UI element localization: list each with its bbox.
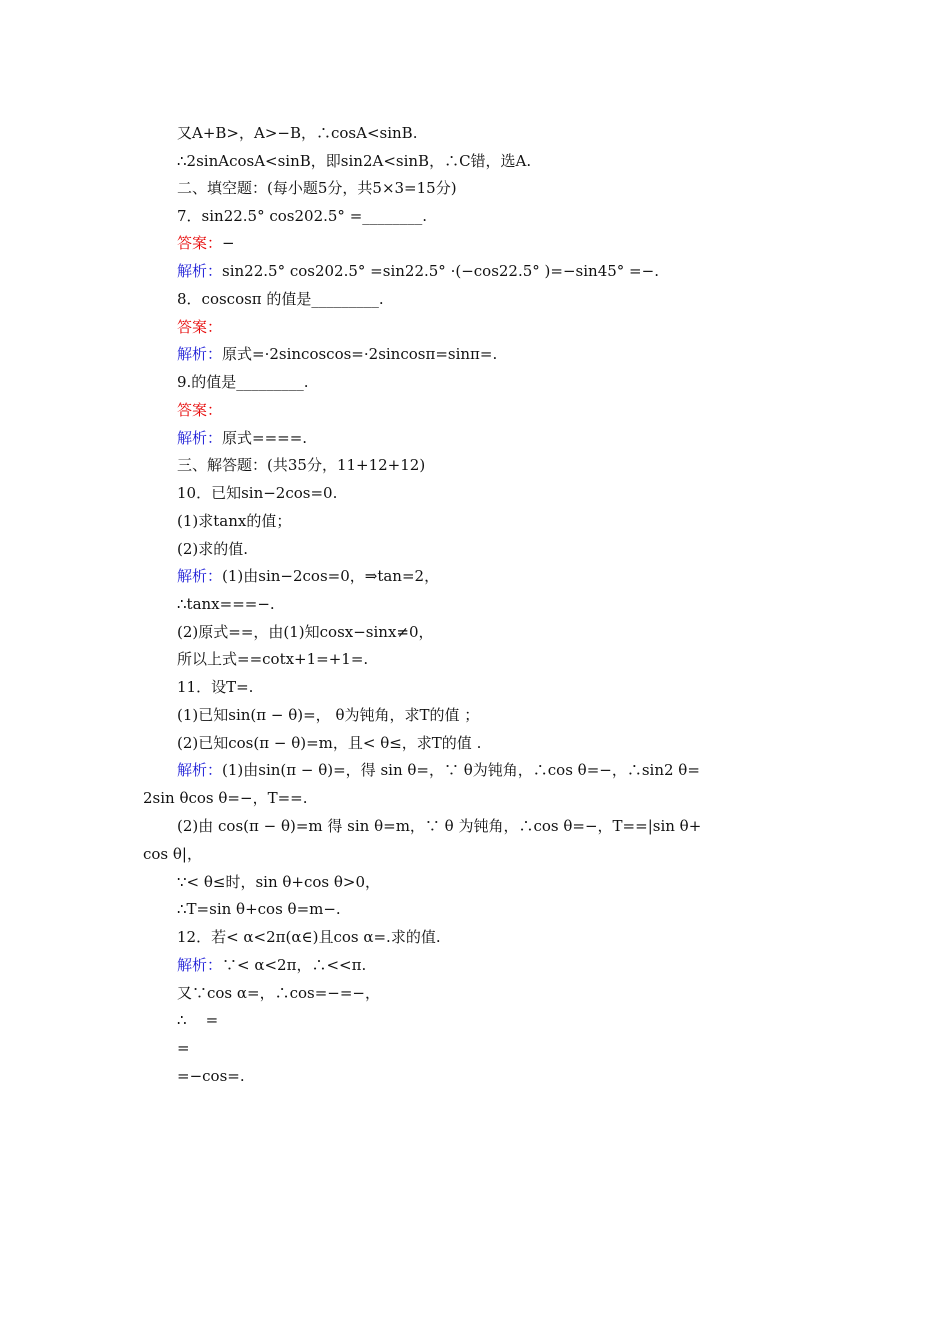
answer-line: 答案：−	[177, 234, 235, 252]
text-line: (2)原式==，由(1)知cosx−sinx≠0，	[177, 623, 434, 641]
answer-line	[177, 313, 222, 341]
analysis-label: 解析：	[177, 761, 223, 779]
analysis-label: 解析：	[177, 429, 223, 447]
question-10: 10．已知sin−2cos=0.	[177, 484, 338, 502]
text-line: =	[177, 1039, 190, 1057]
text-line: 所以上式==cotx+1=+1=.	[177, 650, 369, 668]
analysis-line: 解析：sin22.5° cos202.5° =sin22.5° ·(−cos22.5° )=−sin45° =−.	[177, 262, 659, 280]
analysis-label: 解析：	[177, 567, 223, 585]
question-9: 9.的值是_________.	[177, 373, 309, 391]
text-line: (2)求的值.	[177, 540, 249, 558]
text-line: ∴2sinAcosA<sinB，即sin2A<sinB，∴C错，选A.	[177, 152, 532, 170]
text-line: (2)已知cos(π − θ)=m，且< θ≤，求T的值 .	[177, 734, 482, 752]
analysis-line: 解析：∵< α<2π，∴<<π.	[177, 956, 367, 974]
text-line: 又A+B>，A>−B，∴cosA<sinB.	[177, 124, 418, 142]
answer-label: 答案：	[177, 318, 223, 336]
text-line: ∵< θ≤时，sin θ+cos θ>0，	[177, 873, 381, 891]
text-line: 又∵cos α=，∴cos=−=−，	[177, 984, 380, 1002]
analysis-line: 解析：原式====.	[177, 429, 308, 447]
text-line: ∴T=sin θ+cos θ=m−.	[177, 900, 341, 918]
text-line: cos θ|，	[143, 845, 202, 863]
question-12: 12．若< α<2π(α∈)且cos α=.求的值.	[177, 928, 441, 946]
analysis-line: 解析：(1)由sin−2cos=0，⇒tan=2，	[177, 567, 440, 585]
question-7: 7．sin22.5° cos202.5° =________.	[177, 207, 428, 225]
text-line: ∴ =	[177, 1011, 219, 1029]
section-heading: 二、填空题：(每小题5分，共5×3=15分)	[177, 179, 457, 197]
question-11: 11．设T=.	[177, 678, 254, 696]
answer-label: 答案：	[177, 401, 223, 419]
section-heading: 三、解答题：(共35分，11+12+12)	[177, 456, 426, 474]
answer-label: 答案：	[177, 234, 223, 252]
text-line: 2sin θcos θ=−，T==.	[143, 789, 308, 807]
text-line: =−cos=.	[177, 1067, 245, 1085]
text-line: (1)求tanx的值；	[177, 512, 292, 530]
analysis-line: 解析：(1)由sin(π − θ)=，得 sin θ=，∵ θ为钝角，∴cos θ=−，∴sin2 θ=	[177, 761, 700, 779]
text-line: ∴tanx===−.	[177, 595, 275, 613]
question-8: 8．coscosπ 的值是_________.	[177, 290, 384, 308]
text-line: (1)已知sin(π − θ)=， θ为钝角，求T的值 ；	[177, 706, 480, 724]
text-line: (2)由 cos(π − θ)=m 得 sin θ=m，∵ θ 为钝角，∴cos θ=−，T==|sin θ+	[177, 817, 702, 835]
analysis-label: 解析：	[177, 262, 223, 280]
analysis-label: 解析：	[177, 345, 223, 363]
answer-line	[177, 396, 222, 424]
analysis-line: 解析：原式=·2sincoscos=·2sincosπ=sinπ=.	[177, 345, 498, 363]
analysis-label: 解析：	[177, 956, 223, 974]
